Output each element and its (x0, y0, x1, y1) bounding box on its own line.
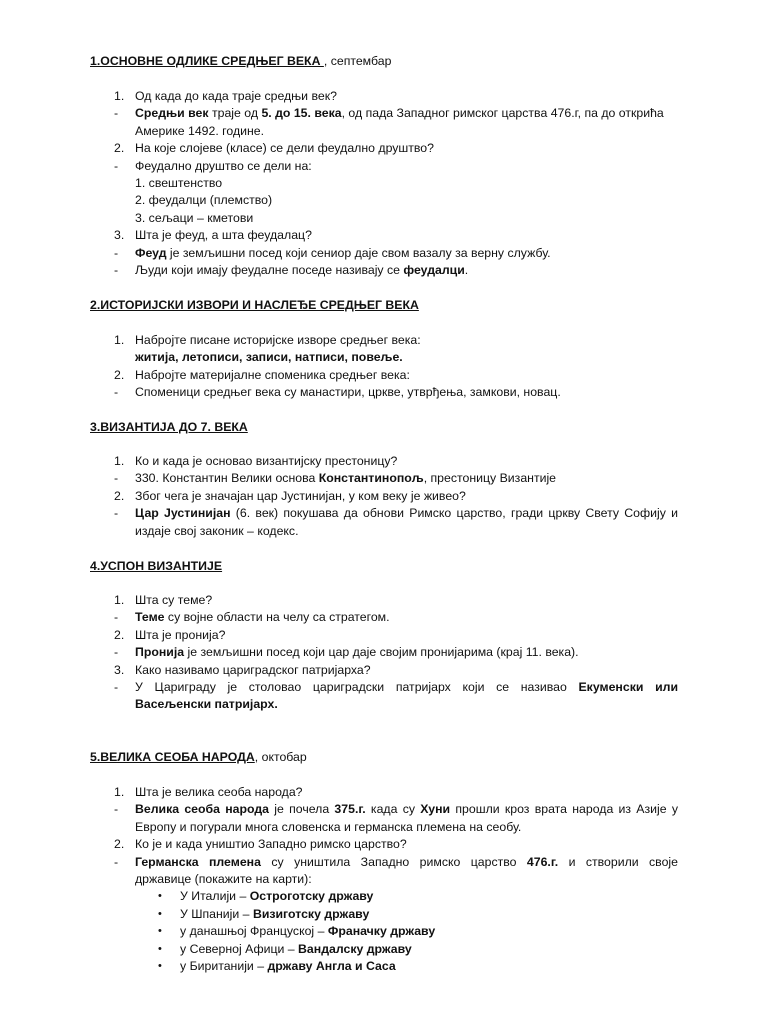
text-run: Због чега је значајан цар Јустинијан, у ком веку је живео? (135, 488, 466, 503)
line-text (180, 958, 678, 975)
list-marker: 1. (114, 593, 125, 607)
line-text (135, 854, 678, 871)
text-run: Од када до када траје средњи век? (135, 89, 337, 103)
list-marker: 2. (114, 627, 125, 642)
text-run: Шта је пронија? (135, 627, 226, 642)
list-marker: - (114, 106, 119, 121)
bold-text: 476.г. (526, 854, 559, 869)
list-marker: 1. (114, 333, 125, 347)
list-marker: - (114, 245, 119, 260)
line-text (135, 175, 678, 192)
line-text (135, 245, 678, 262)
list-marker: 2. (114, 367, 125, 382)
list-marker: - (114, 802, 119, 817)
line-text (135, 871, 678, 888)
line-text (135, 453, 678, 470)
bold-text: Екуменски или (578, 680, 679, 694)
bold-text: феудалци (403, 263, 465, 277)
bullet-marker: • (158, 960, 162, 972)
line-text (135, 662, 678, 679)
bold-text: државу Англа и Саса (267, 959, 396, 973)
line-text (180, 906, 678, 923)
list-marker: 1. (114, 89, 125, 103)
line-text (135, 470, 678, 487)
text-run: прошли кроз врата народа из Азије у (450, 802, 678, 817)
section-title-1: 1.ОСНОВНЕ ОДЛИКЕ СРЕДЊЕГ ВЕКА , септембар (90, 54, 392, 68)
text-run: У Шпанији – (180, 906, 253, 921)
text-run: Америке 1492. године. (135, 123, 265, 138)
section-title-5: 5.ВЕЛИКА СЕОБА НАРОДА, октобар (90, 750, 307, 764)
bold-text: 375.г. (334, 802, 366, 817)
bullet-marker: • (158, 907, 162, 920)
text-run: 3. сељаци – кметови (135, 210, 254, 225)
line-text (135, 367, 678, 384)
text-run: 330. Константин Велики основа (135, 471, 319, 486)
text-run: , престоницу Византије (423, 471, 557, 486)
line-text (135, 679, 678, 696)
line-text (135, 488, 678, 505)
line-text (135, 836, 678, 853)
text-run: је земљишни посед који сениор даје свом вазалу за верну службу. (166, 245, 551, 260)
text-run: Шта је велика сеоба народа? (135, 785, 303, 799)
text-run: У Цариграду је столовао цариградски патријарх који се називао (135, 680, 579, 694)
bold-text: Васељенски патријарх. (135, 697, 278, 712)
bold-text: Теме (135, 610, 165, 625)
line-text (180, 941, 678, 958)
text-run: 1. свештенство (135, 176, 223, 190)
line-text (180, 923, 678, 940)
bold-text: Цар Јустинијан (135, 506, 231, 521)
list-marker: 3. (114, 662, 125, 677)
bullet-marker: • (158, 925, 162, 938)
line-text (135, 384, 678, 401)
line-text (135, 696, 678, 713)
list-marker: 2. (114, 141, 125, 156)
line-text (135, 262, 678, 279)
line-text (135, 609, 678, 626)
text-run: су уништила Западно римско царство (260, 854, 527, 869)
text-run: , од пада Западног римског царства 476.г, па до открића (341, 106, 664, 121)
line-text (135, 819, 678, 836)
list-marker: - (114, 471, 119, 486)
text-run: Европу и погурали многа словенска и германска племена на сеобу. (135, 819, 522, 834)
section-title-4: 4.УСПОН ВИЗАНТИЈЕ (90, 559, 223, 573)
line-text (135, 644, 678, 661)
line-text (135, 192, 678, 209)
section-title-3: 3.ВИЗАНТИЈА ДО 7. ВЕКА (90, 420, 248, 434)
text-run: Шта су теме? (135, 593, 213, 607)
bold-text: 5. до 15. века (261, 106, 342, 121)
list-marker: - (114, 680, 119, 694)
bold-text: Вандалску државу (298, 941, 412, 956)
list-marker: - (114, 263, 119, 277)
text-run: када су (365, 802, 421, 817)
line-text (135, 140, 678, 157)
list-marker: 1. (114, 785, 125, 799)
text-run: издаје свој законик – кодекс. (135, 523, 299, 538)
list-marker: 3. (114, 228, 125, 243)
text-run: су војне области на челу са стратегом. (164, 610, 390, 625)
bold-text: Остроготску државу (249, 889, 374, 904)
line-text (135, 505, 678, 522)
line-text (135, 592, 678, 609)
text-run: Шта је феуд, а шта феудалац? (135, 228, 312, 243)
text-run: Ко је и када уништио Западно римско царство? (135, 837, 407, 852)
bold-text: Хуни (420, 802, 451, 817)
bullet-marker: • (158, 890, 162, 903)
text-run: Феудално друштво се дели на: (135, 158, 312, 173)
list-marker: 2. (114, 837, 125, 852)
list-marker: 1. (114, 454, 125, 468)
bold-text: Франачку државу (327, 924, 436, 939)
text-run: у Северној Афици – (180, 941, 299, 956)
text-run: Ко и када је основао византијску престоницу? (135, 454, 398, 468)
text-run: траје од (208, 106, 262, 121)
line-text (135, 210, 678, 227)
bold-text: Визиготску државу (252, 906, 370, 921)
text-run: Набројте материјалне споменика средњег века: (135, 367, 410, 382)
bold-text: Средњи век (135, 106, 209, 121)
text-run: је земљишни посед који цар даје својим пронијарима (крај 11. века). (184, 645, 579, 660)
text-run: На које слојеве (класе) се дели феудално друштво? (135, 141, 434, 156)
line-text (135, 105, 678, 122)
line-text (180, 888, 678, 905)
line-text (135, 158, 678, 175)
text-run: Како називамо цариградског патријарха? (135, 662, 371, 677)
text-run: је почела (269, 802, 335, 817)
list-marker: - (114, 506, 119, 521)
line-text (135, 627, 678, 644)
bullet-marker: • (158, 942, 162, 955)
list-marker: - (114, 385, 119, 400)
text-run: . (464, 263, 469, 277)
list-marker: 2. (114, 488, 125, 503)
bold-text: Германска племена (135, 854, 261, 869)
line-text (135, 801, 678, 818)
list-marker: - (114, 854, 119, 869)
text-run: Људи који имају феудалне поседе називају се (135, 263, 404, 277)
bold-text: Пронија (135, 645, 185, 660)
section-title-2: 2.ИСТОРИЈСКИ ИЗВОРИ И НАСЛЕЂЕ СРЕДЊЕГ ВЕКА (90, 298, 419, 312)
list-marker: - (114, 610, 119, 625)
list-marker: - (114, 158, 119, 173)
list-marker: - (114, 645, 119, 660)
line-text (135, 349, 678, 366)
text-run: у данашњој Француској – (180, 924, 328, 939)
text-run: Споменици средњег века су манастири, цркве, утврђења, замкови, новац. (135, 385, 561, 400)
line-text (135, 123, 678, 140)
line-text (135, 88, 678, 105)
line-text (135, 227, 678, 244)
line-text (135, 523, 678, 540)
text-run: (6. век) покушава да обнови Римско царство, гради цркву Свету Софију и (230, 506, 678, 521)
text-run: Набројте писане историјске изворе средњег века: (135, 333, 421, 347)
bold-text: Константинопољ (318, 471, 424, 486)
line-text (135, 332, 678, 349)
text-run: у Биританији – (180, 959, 268, 973)
line-text (135, 784, 678, 801)
text-run: 2. феудалци (племство) (135, 193, 273, 208)
bold-text: житија, летописи, записи, натписи, повеље. (135, 350, 403, 365)
bold-text: Велика сеоба народа (135, 802, 269, 817)
text-run: и створили своје (558, 854, 678, 869)
text-run: државице (покажите на карти): (135, 872, 312, 886)
bold-text: Феуд (135, 245, 167, 260)
text-run: У Италији – (180, 889, 250, 904)
